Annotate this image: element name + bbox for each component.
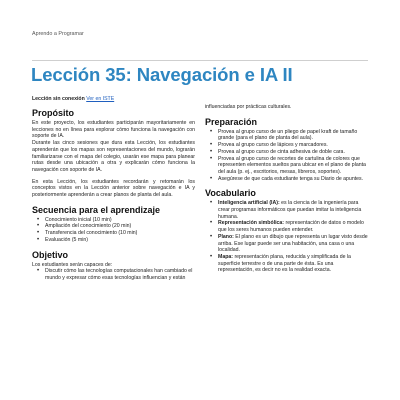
vocab-definition: representación de datos o modelo que los seres humanos pueden entender. (218, 220, 364, 234)
list-item: • Discutir cómo las tecnologías computacionales han cambiado el mundo y expresar cómo esas tecnologías influencian y están (45, 268, 195, 281)
objetivo-intro: Los estudiantes serán capaces de: (32, 261, 113, 268)
view-in-iste-link[interactable]: Ver en ISTE (86, 96, 115, 102)
list-item: • Ampliación del conocimiento (20 min) (45, 223, 195, 230)
page-title: Lección 35: Navegación e IA II (31, 64, 293, 85)
right-column (205, 104, 368, 274)
vocabulario-heading: Vocabulario (205, 188, 256, 199)
proposito-paragraph-1: En este proyecto, los estudiantes participarán mayoritariamente en lecciones no en línea para explorar cómo funciona la navegación con soporte de IA. (32, 120, 195, 140)
continuation-text: influenciadas por prácticas culturales. (205, 104, 292, 110)
vocab-item (218, 200, 368, 220)
secuencia-list (32, 217, 195, 244)
vocab-term: Plano: (218, 233, 234, 240)
vocab-definition: representación plana, reducida y simplificada de la superficie terrestre o de una parte de ésta. Es una representación, es decir no es la realidad exacta. (218, 253, 351, 274)
proposito-heading: Propósito (32, 108, 74, 118)
vocabulario-list (205, 200, 368, 274)
vocab-definition: El plano es un dibujo que representa un lugar visto desde arriba. Ese lugar puede ser una habitación, una casa o una localidad. (218, 233, 368, 254)
proposito-paragraph-2: Durante las cinco sesiones que dura esta Lección, los estudiantes aprenderán que los mapas son representaciones del mundo, lograrán familiarizarse con el mapa del colegio, usarán ese mapa para planear rutas desde una ubicación a otra y explicarán cómo funciona la navegación con soporte de IA. (32, 140, 195, 173)
vocab-item (218, 220, 368, 233)
list-item: • Provea al grupo curso de recortes de cartulina de colores que representen elementos sueltos para ubicar en el plano de planta del aula (p. ej., escritorios, mesas, libreros, soportes). (218, 156, 368, 176)
preparacion-heading: Preparación (205, 116, 258, 127)
list-item: • Asegúrese de que cada estudiante tenga su Diario de apuntes. (218, 176, 368, 183)
left-column (32, 108, 195, 282)
course-header: Aprendo a Programar (32, 31, 84, 37)
list-item: • Conocimiento inicial (10 min) (45, 217, 195, 224)
offline-lesson-line (32, 96, 114, 102)
vocab-item (218, 234, 368, 254)
vocab-item (218, 254, 368, 274)
vocab-term: Inteligencia artificial (IA): (218, 200, 280, 207)
vocab-definition: es la ciencia de la ingeniería para crear programas informáticos que puedan imitar la inteligencia humana. (218, 200, 362, 220)
offline-label: Lección sin conexión (32, 96, 85, 102)
vocab-term: Mapa: (218, 253, 233, 260)
list-item: • Provea al grupo curso de cinta adhesiva de doble cara. (218, 149, 368, 156)
list-item: • Evaluación (5 min) (45, 237, 195, 244)
objetivo-heading: Objetivo (32, 249, 69, 260)
list-item: • Provea al grupo curso de un pliego de papel kraft de tamaño grande (para el plano de planta del aula). (218, 129, 368, 142)
secuencia-heading: Secuencia para el aprendizaje (32, 204, 161, 215)
header-divider (32, 60, 368, 61)
objetivo-list (32, 268, 195, 281)
proposito-paragraph-3: En esta Lección, los estudiantes recordarán y retomarán los conceptos vistos en la Lección anterior sobre navegación e IA y posteriormente aprenderán a crear planos de planta del aula. (32, 178, 195, 199)
vocab-term: Representación simbólica: (218, 220, 285, 227)
list-item: • Transferencia del conocimiento (10 min) (45, 230, 195, 237)
list-item: • Provea al grupo curso de lápices y marcadores. (218, 142, 368, 149)
preparacion-list (205, 129, 368, 183)
